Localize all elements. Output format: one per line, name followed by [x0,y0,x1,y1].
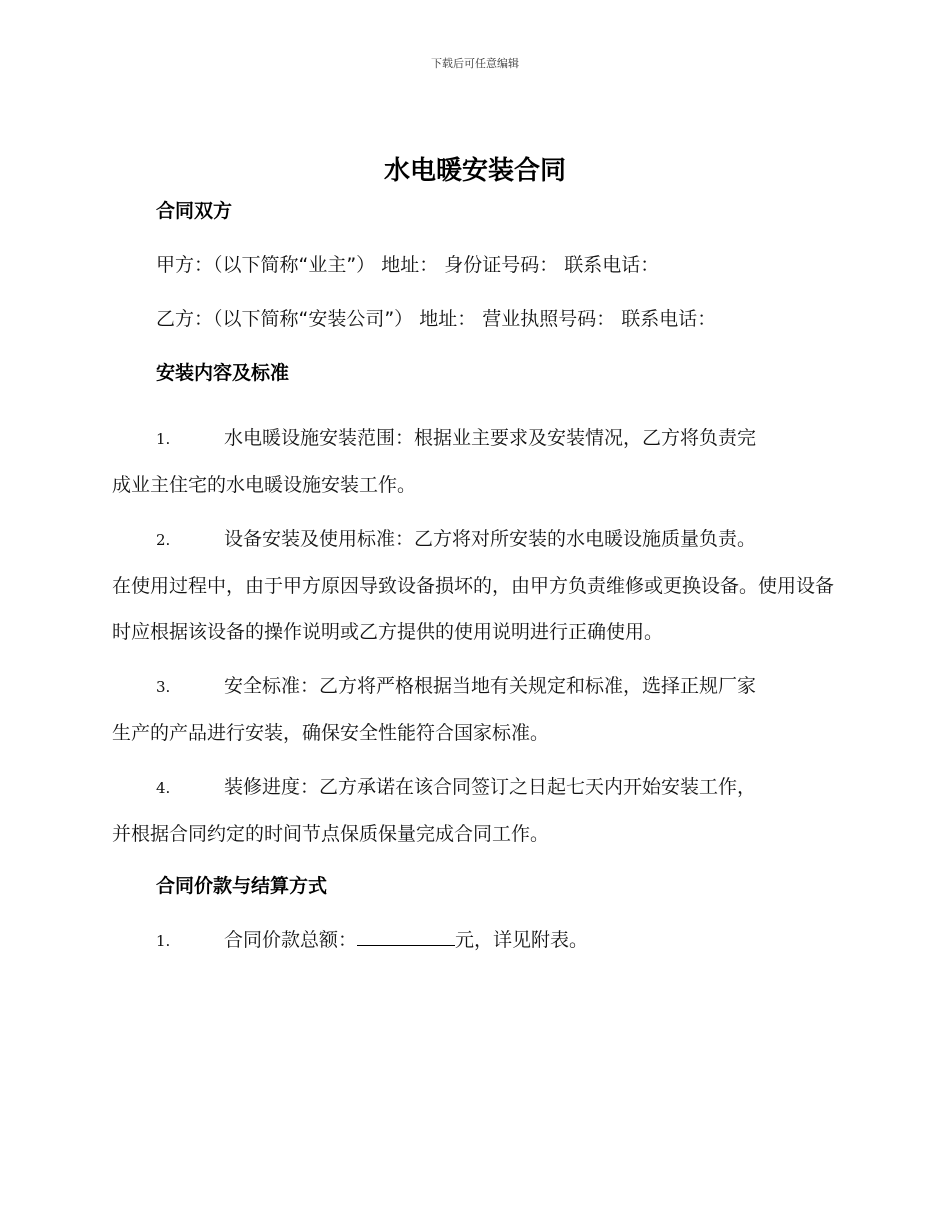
document-title: 水电暖安装合同 [383,156,566,186]
item-text-continuation: 在使用过程中，由于甲方原因导致设备损坏的，由甲方负责维修或更换设备。使用设备时应根据该设备的操作说明或乙方提供的使用说明进行正确使用。 [112,575,835,643]
section-heading-install: 安装内容及标准 [156,362,290,384]
amount-blank-line[interactable] [357,929,455,946]
payment-item-1 [112,917,834,964]
section-heading-parties: 合同双方 [156,200,233,222]
item-text-continuation: 成业主住宅的水电暖设施安装工作。 [112,474,417,496]
section-heading-payment: 合同价款与结算方式 [156,875,328,897]
item-number: 3. [156,678,171,696]
install-item-2 [112,516,834,655]
item-text-first-line: 设备安装及使用标准：乙方将对所安装的水电暖设施质量负责。 [224,528,757,550]
item-text-continuation: 并根据合同约定的时间节点保质保量完成合同工作。 [112,823,550,845]
payment-total-suffix: 元，详见附表。 [455,929,589,951]
item-number: 2. [156,531,171,549]
payment-total-label: 合同价款总额： [224,929,358,951]
install-item-4 [112,764,834,857]
document-body [112,196,834,964]
item-text-first-line: 水电暖设施安装范围：根据业主要求及安装情况，乙方将负责完 [224,427,757,449]
item-text-continuation: 生产的产品进行安装，确保安全性能符合国家标准。 [112,722,550,744]
item-number: 1. [156,932,171,950]
item-number: 4. [156,779,171,797]
party-b-line: 乙方：（以下简称“安装公司”） 地址： 营业执照号码： 联系电话： [156,308,717,330]
install-item-1 [112,415,834,508]
item-text-first-line: 装修进度：乙方承诺在该合同签订之日起七天内开始安装工作， [224,776,757,798]
party-a-line: 甲方：（以下简称“业主”） 地址： 身份证号码： 联系电话： [156,254,660,276]
install-item-3 [112,663,834,756]
item-number: 1. [156,430,171,448]
item-text-first-line: 安全标准：乙方将严格根据当地有关规定和标准，选择正规厂家 [224,675,757,697]
page-header-note: 下载后可任意编辑 [431,57,519,70]
